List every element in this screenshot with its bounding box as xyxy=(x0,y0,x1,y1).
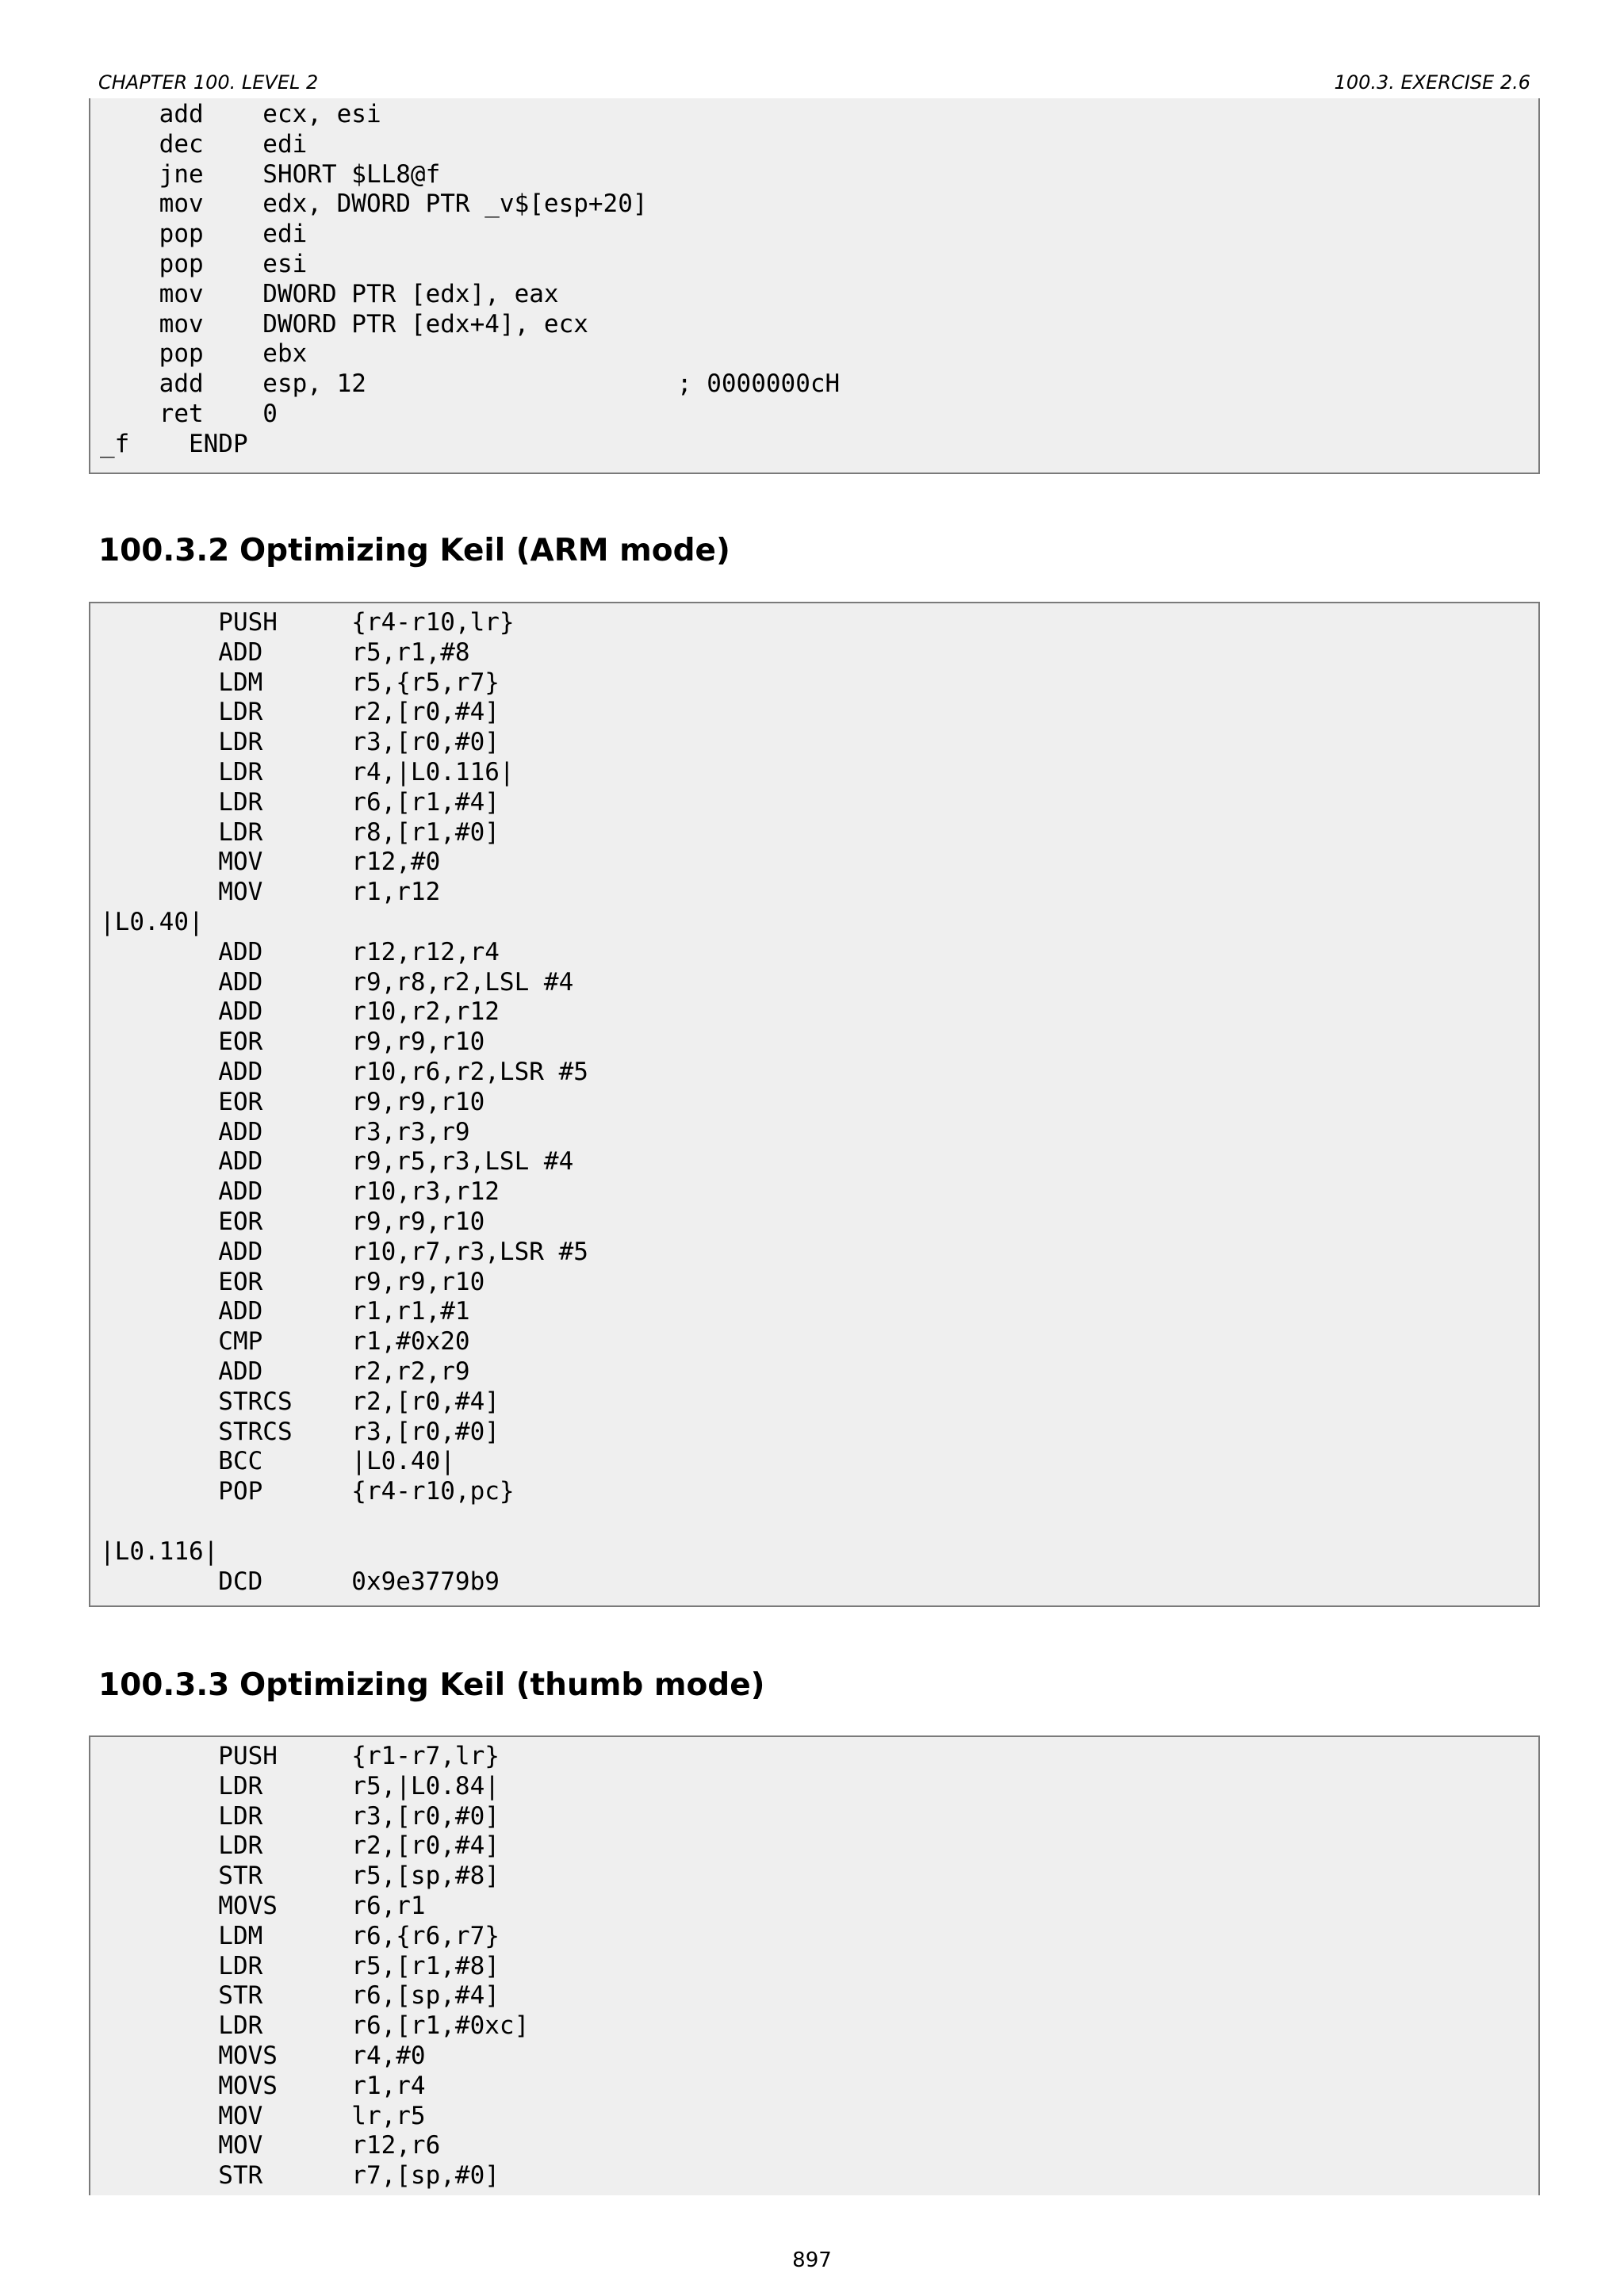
code-line: ADD r10,r3,r12 xyxy=(100,1177,500,1207)
section-heading-text: Optimizing Keil (ARM mode) xyxy=(239,533,730,568)
code-line: MOVS r4,#0 xyxy=(100,2041,426,2070)
code-line: LDR r2,[r0,#4] xyxy=(100,1831,500,1861)
code-line: mov edx, DWORD PTR _v$[esp+20] xyxy=(100,189,648,219)
code-line: MOV r12,#0 xyxy=(100,848,441,877)
code-line: STR r5,[sp,#8] xyxy=(100,1862,500,1891)
chapter-title: CHAPTER 100. LEVEL 2 xyxy=(98,71,319,94)
code-line: PUSH {r1-r7,lr} xyxy=(100,1742,500,1770)
section-number: 100.3.2 xyxy=(98,533,230,568)
code-line: POP {r4-r10,pc} xyxy=(100,1477,515,1506)
code-line: ADD r9,r8,r2,LSL #4 xyxy=(100,967,574,997)
code-line: ADD r2,r2,r9 xyxy=(100,1357,470,1386)
code-line: ADD r1,r1,#1 xyxy=(100,1297,470,1326)
code-line: EOR r9,r9,r10 xyxy=(100,1087,485,1116)
code-line: STRCS r2,[r0,#4] xyxy=(100,1387,500,1416)
code-line: STR r6,[sp,#4] xyxy=(100,1981,500,2011)
code-line: pop esi xyxy=(100,249,308,278)
code-line: EOR r9,r9,r10 xyxy=(100,1207,485,1236)
code-line: ADD r10,r6,r2,LSR #5 xyxy=(100,1057,588,1086)
code-line: MOV lr,r5 xyxy=(100,2101,426,2130)
code-line: mov DWORD PTR [edx], eax xyxy=(100,279,559,308)
section-number: 100.3.3 xyxy=(98,1667,230,1703)
code-line: LDR r3,[r0,#0] xyxy=(100,1801,500,1831)
code-line: |L0.116| xyxy=(100,1536,219,1566)
code-line: STR r7,[sp,#0] xyxy=(100,2161,500,2191)
section-heading-thumb xyxy=(98,1667,764,1703)
code-line: ADD r10,r2,r12 xyxy=(100,997,500,1027)
code-line: ADD r9,r5,r3,LSL #4 xyxy=(100,1147,574,1177)
code-line: DCD 0x9e3779b9 xyxy=(100,1567,500,1596)
code-line: pop edi xyxy=(100,220,308,249)
code-line: LDM r6,{r6,r7} xyxy=(100,1921,500,1950)
code-line: ADD r10,r7,r3,LSR #5 xyxy=(100,1237,588,1266)
code-listing-thumb xyxy=(89,1735,1540,2195)
code-line: |L0.40| xyxy=(100,907,204,936)
code-line: LDM r5,{r5,r7} xyxy=(100,668,500,697)
code-line: MOV r1,r12 xyxy=(100,878,441,907)
section-heading-arm xyxy=(98,533,730,568)
code-line: EOR r9,r9,r10 xyxy=(100,1027,485,1057)
code-line: BCC |L0.40| xyxy=(100,1447,455,1476)
code-line: LDR r4,|L0.116| xyxy=(100,757,515,786)
code-line: _f ENDP xyxy=(100,429,248,458)
code-line: CMP r1,#0x20 xyxy=(100,1327,470,1357)
code-line: LDR r5,|L0.84| xyxy=(100,1771,500,1800)
code-line: pop ebx xyxy=(100,339,308,369)
code-line: ret 0 xyxy=(100,399,278,428)
section-title: 100.3. EXERCISE 2.6 xyxy=(1334,71,1530,94)
code-line: LDR r8,[r1,#0] xyxy=(100,817,500,847)
code-line: ADD r3,r3,r9 xyxy=(100,1117,470,1146)
code-line: LDR r6,[r1,#0xc] xyxy=(100,2011,530,2041)
code-line: dec edi xyxy=(100,129,308,159)
running-header xyxy=(98,70,1530,100)
code-line: add ecx, esi xyxy=(100,100,381,128)
code-line: LDR r5,[r1,#8] xyxy=(100,1951,500,1980)
code-line: LDR r2,[r0,#4] xyxy=(100,698,500,727)
code-line: PUSH {r4-r10,lr} xyxy=(100,608,515,637)
code-line: LDR r3,[r0,#0] xyxy=(100,728,500,757)
code-line: MOVS r6,r1 xyxy=(100,1891,426,1920)
code-line: ADD r5,r1,#8 xyxy=(100,637,470,667)
code-line: MOVS r1,r4 xyxy=(100,2071,426,2100)
code-line xyxy=(100,1507,1538,1537)
code-listing-arm xyxy=(89,602,1540,1607)
code-listing-msvc xyxy=(89,98,1540,474)
section-heading-text: Optimizing Keil (thumb mode) xyxy=(239,1667,765,1703)
code-line: STRCS r3,[r0,#0] xyxy=(100,1417,500,1446)
code-line: mov DWORD PTR [edx+4], ecx xyxy=(100,309,588,339)
code-line: MOV r12,r6 xyxy=(100,2131,441,2160)
code-line: ADD r12,r12,r4 xyxy=(100,937,500,966)
code-line: LDR r6,[r1,#4] xyxy=(100,787,500,817)
code-line: jne SHORT $LL8@f xyxy=(100,159,441,189)
code-line: add esp, 12 ; 0000000cH xyxy=(100,369,841,399)
code-line: EOR r9,r9,r10 xyxy=(100,1267,485,1296)
page-number: 897 xyxy=(792,2248,832,2272)
